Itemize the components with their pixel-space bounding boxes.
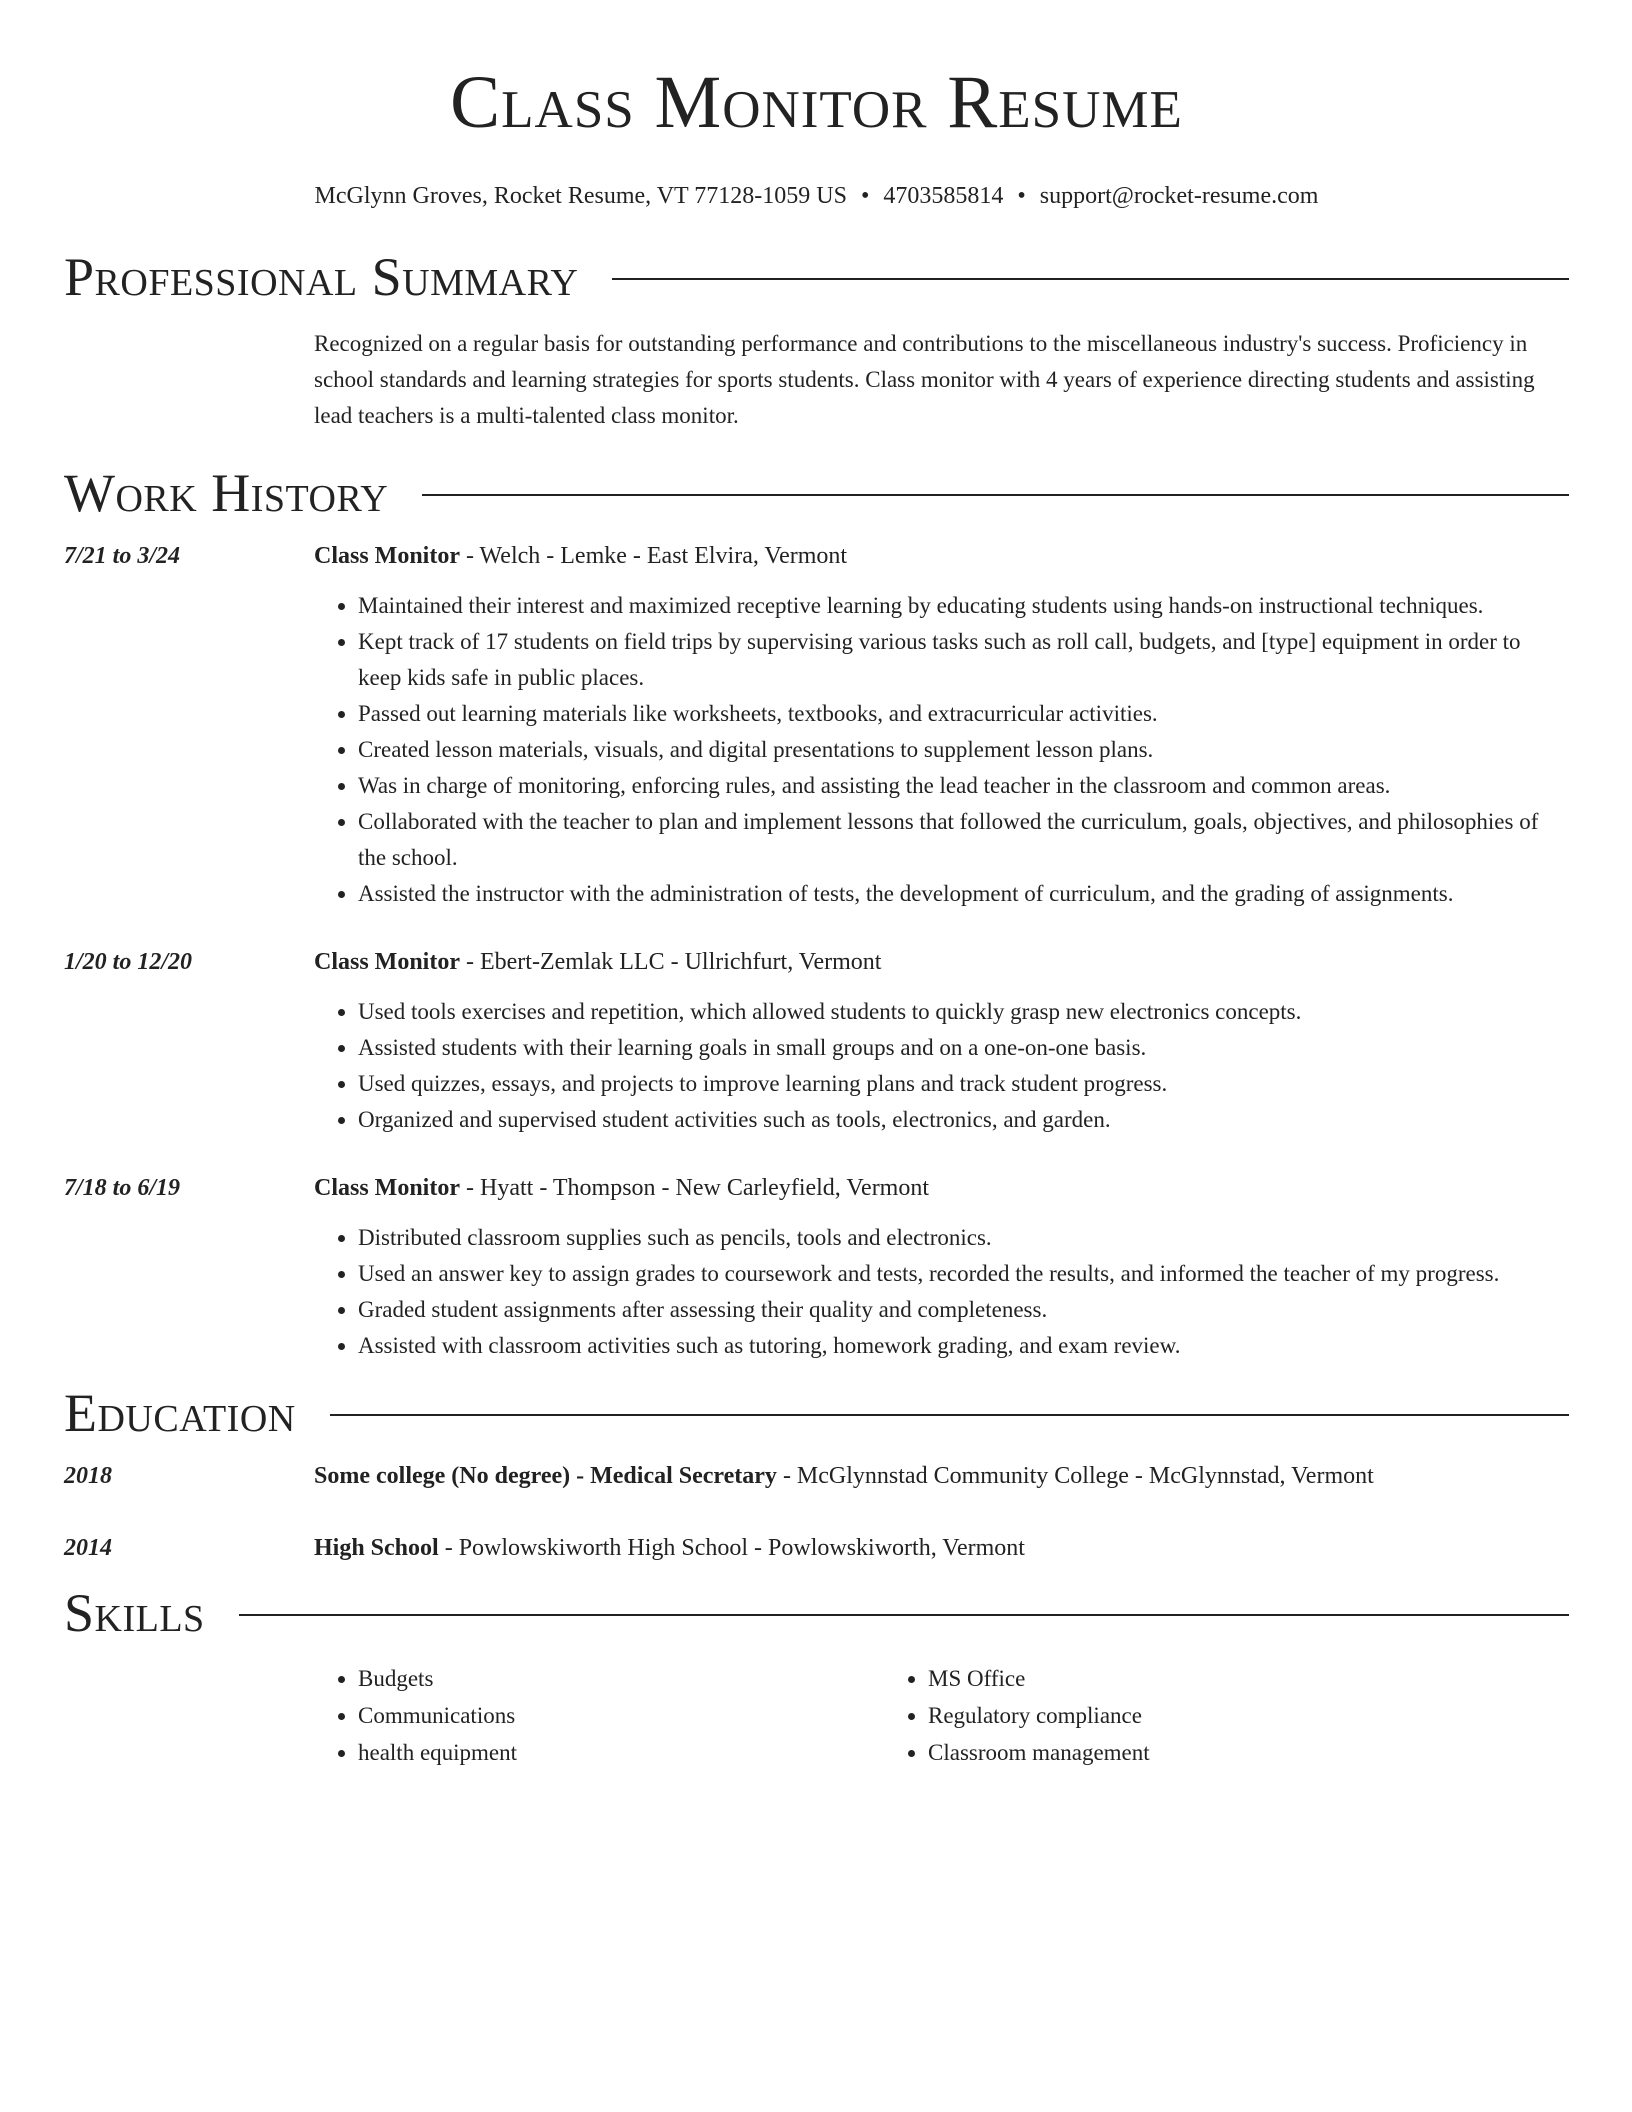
skills-column-left — [314, 1660, 884, 1771]
contact-phone: 4703585814 — [883, 183, 1004, 209]
job-headline — [314, 1172, 1569, 1204]
education-entry — [64, 1460, 1569, 1492]
contact-address: McGlynn Groves, Rocket Resume, VT 77128-1059 US — [314, 183, 847, 209]
summary-body — [314, 326, 1569, 434]
skill-item: • Regulatory compliance — [928, 1697, 1150, 1734]
education-school: - Powlowskiworth High School - Powlowskiworth, Vermont — [438, 1535, 1025, 1561]
job-dates: 1/20 to 12/20 — [64, 949, 193, 975]
job-entry — [64, 1172, 1569, 1364]
job-bullets — [314, 588, 1569, 912]
job-bullet: • Was in charge of monitoring, enforcing rules, and assisting the lead teacher in the classroom and common areas. — [358, 768, 1569, 804]
job-headline — [314, 946, 1569, 978]
education-school: - McGlynnstad Community College - McGlynnstad, Vermont — [776, 1463, 1374, 1489]
job-bullet: • Distributed classroom supplies such as pencils, tools and electronics. — [358, 1220, 1569, 1256]
section-divider — [612, 278, 1569, 280]
skills-column-right — [884, 1660, 1150, 1771]
contact-line — [64, 180, 1569, 212]
job-title: Class Monitor — [314, 1175, 460, 1201]
skill-item: • Budgets — [358, 1660, 884, 1697]
job-bullets — [314, 994, 1569, 1138]
education-degree: Some college (No degree) - Medical Secretary — [314, 1463, 777, 1489]
job-dates: 7/18 to 6/19 — [64, 1175, 181, 1201]
education-headline — [314, 1532, 1569, 1564]
contact-email: support@rocket-resume.com — [1039, 183, 1319, 209]
job-bullet: • Collaborated with the teacher to plan and implement lessons that followed the curriculum, goals, objectives, and philosophies of the school. — [358, 804, 1569, 876]
job-bullet: • Assisted with classroom activities such as tutoring, homework grading, and exam review. — [358, 1328, 1569, 1364]
summary-heading: Professional Summary — [64, 247, 579, 307]
summary-section-header — [64, 246, 1569, 308]
skills-heading: Skills — [64, 1583, 205, 1643]
education-year: 2014 — [64, 1535, 112, 1561]
job-bullet: • Assisted the instructor with the administration of tests, the development of curriculum, and the grading of assignments. — [358, 876, 1569, 912]
education-year: 2018 — [64, 1463, 112, 1489]
job-bullet: • Used tools exercises and repetition, which allowed students to quickly grasp new electronics concepts. — [358, 994, 1569, 1030]
education-content — [314, 1460, 1569, 1492]
resume-title: Class Monitor Resume — [450, 61, 1183, 144]
job-entry — [64, 540, 1569, 912]
education-heading: Education — [64, 1383, 296, 1443]
job-bullet: • Kept track of 17 students on field trips by supervising various tasks such as roll call, budgets, and [type] equipment in order to keep kids safe in public places. — [358, 624, 1569, 696]
job-bullet: • Maintained their interest and maximized receptive learning by educating students using hands-on instructional techniques. — [358, 588, 1569, 624]
job-entry — [64, 946, 1569, 1138]
education-content — [314, 1532, 1569, 1564]
education-section-header — [64, 1382, 1569, 1444]
work-section-header — [64, 462, 1569, 524]
job-title: Class Monitor — [314, 543, 460, 569]
work-heading: Work History — [64, 463, 389, 523]
job-content — [314, 540, 1569, 912]
job-content — [314, 946, 1569, 1138]
skill-item: • MS Office — [928, 1660, 1150, 1697]
job-employer: - Hyatt - Thompson - New Carleyfield, Vermont — [460, 1175, 930, 1201]
job-bullet: • Used an answer key to assign grades to coursework and tests, recorded the results, and informed the teacher of my progress. — [358, 1256, 1569, 1292]
section-divider — [239, 1614, 1569, 1616]
job-headline — [314, 540, 1569, 572]
job-bullets — [314, 1220, 1569, 1364]
skill-item: • Communications — [358, 1697, 884, 1734]
skill-item: • health equipment — [358, 1734, 884, 1771]
job-bullet: • Created lesson materials, visuals, and digital presentations to supplement lesson plans. — [358, 732, 1569, 768]
job-bullet: • Assisted students with their learning goals in small groups and on a one-on-one basis. — [358, 1030, 1569, 1066]
job-employer: - Ebert-Zemlak LLC - Ullrichfurt, Vermont — [460, 949, 882, 975]
job-bullet: • Organized and supervised student activities such as tools, electronics, and garden. — [358, 1102, 1569, 1138]
job-bullet: • Used quizzes, essays, and projects to improve learning plans and track student progress. — [358, 1066, 1569, 1102]
job-employer: - Welch - Lemke - East Elvira, Vermont — [460, 543, 848, 569]
section-divider — [422, 494, 1569, 496]
skills-section-header — [64, 1582, 1569, 1644]
job-title: Class Monitor — [314, 949, 460, 975]
skills-list — [314, 1660, 1569, 1771]
job-bullet: • Graded student assignments after assessing their quality and completeness. — [358, 1292, 1569, 1328]
job-content — [314, 1172, 1569, 1364]
summary-text: Recognized on a regular basis for outstanding performance and contributions to the miscellaneous industry's success. Proficiency in school standards and learning strategies for sports students. Class monitor with 4 years of experience directing students and assisting lead teachers is a multi-talented class monitor. — [314, 331, 1535, 428]
contact-separator: • — [860, 183, 870, 209]
education-entry — [64, 1532, 1569, 1564]
skill-item: • Classroom management — [928, 1734, 1150, 1771]
job-bullet: • Passed out learning materials like worksheets, textbooks, and extracurricular activities. — [358, 696, 1569, 732]
section-divider — [330, 1414, 1569, 1416]
contact-separator: • — [1017, 183, 1026, 209]
education-headline — [314, 1460, 1569, 1492]
education-degree: High School — [314, 1535, 439, 1561]
job-dates: 7/21 to 3/24 — [64, 543, 181, 569]
